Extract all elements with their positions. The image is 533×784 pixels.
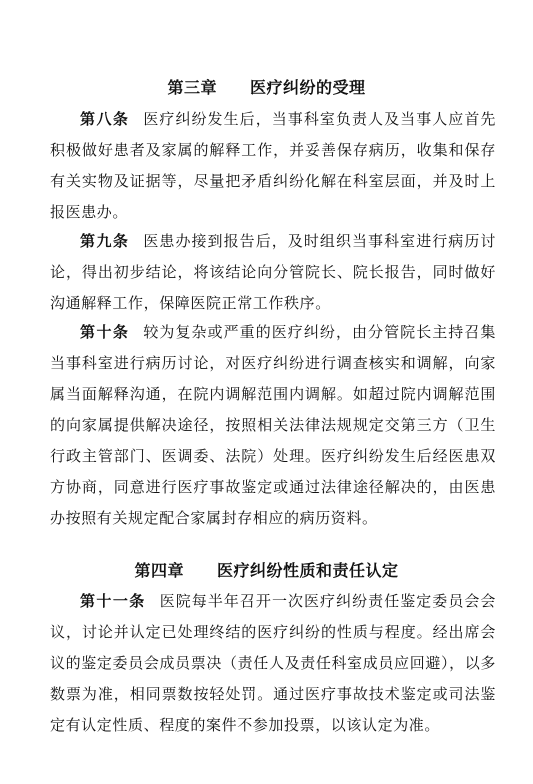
- article-10-label: 第十条: [80, 323, 130, 341]
- chapter-3-title: 第三章 医疗纠纷的受理: [167, 78, 366, 97]
- article-9-label: 第九条: [80, 232, 130, 250]
- article-11-text: 医院每半年召开一次医疗纠纷责任鉴定委员会会议，讨论并认定已处理终结的医疗纠纷的性质与程度。经出席会议的鉴定委员会成员票决（责任人及责任科室成员应回避），以多数票为准，相同票数按轻处罚。通过医疗事故技术鉴定或司法鉴定有认定性质、程度的案件不参加投票，以该认定为准。: [50, 592, 496, 734]
- chapter-4-title: 第四章 医疗纠纷性质和责任认定: [134, 561, 399, 580]
- article-11-label: 第十一条: [80, 592, 146, 610]
- article-8-text: 医疗纠纷发生后，当事科室负责人及当事人应首先积极做好患者及家属的解释工作，并妥善保存病历，收集和保存有关实物及证据等，尽量把矛盾纠纷化解在科室层面，并及时上报医患办。: [50, 110, 496, 221]
- article-9: [50, 226, 496, 319]
- article-10: [50, 317, 496, 534]
- article-10-text: 较为复杂或严重的医疗纠纷，由分管院长主持召集当事科室进行病历讨论，对医疗纠纷进行调查核实和调解，向家属当面解释沟通，在院内调解范围内调解。如超过院内调解范围的向家属提供解决途径，按照相关法律法规规定交第三方（卫生行政主管部门、医调委、法院）处理。医疗纠纷发生后经医患双方协商，同意进行医疗事故鉴定或通过法律途径解决的，由医患办按照有关规定配合家属封存相应的病历资料。: [50, 323, 496, 527]
- article-8-label: 第八条: [80, 110, 130, 128]
- article-11: [50, 586, 496, 741]
- article-9-text: 医患办接到报告后，及时组织当事科室进行病历讨论，得出初步结论，将该结论向分管院长、院长报告，同时做好沟通解释工作，保障医院正常工作秩序。: [50, 232, 496, 312]
- article-8: [50, 104, 496, 228]
